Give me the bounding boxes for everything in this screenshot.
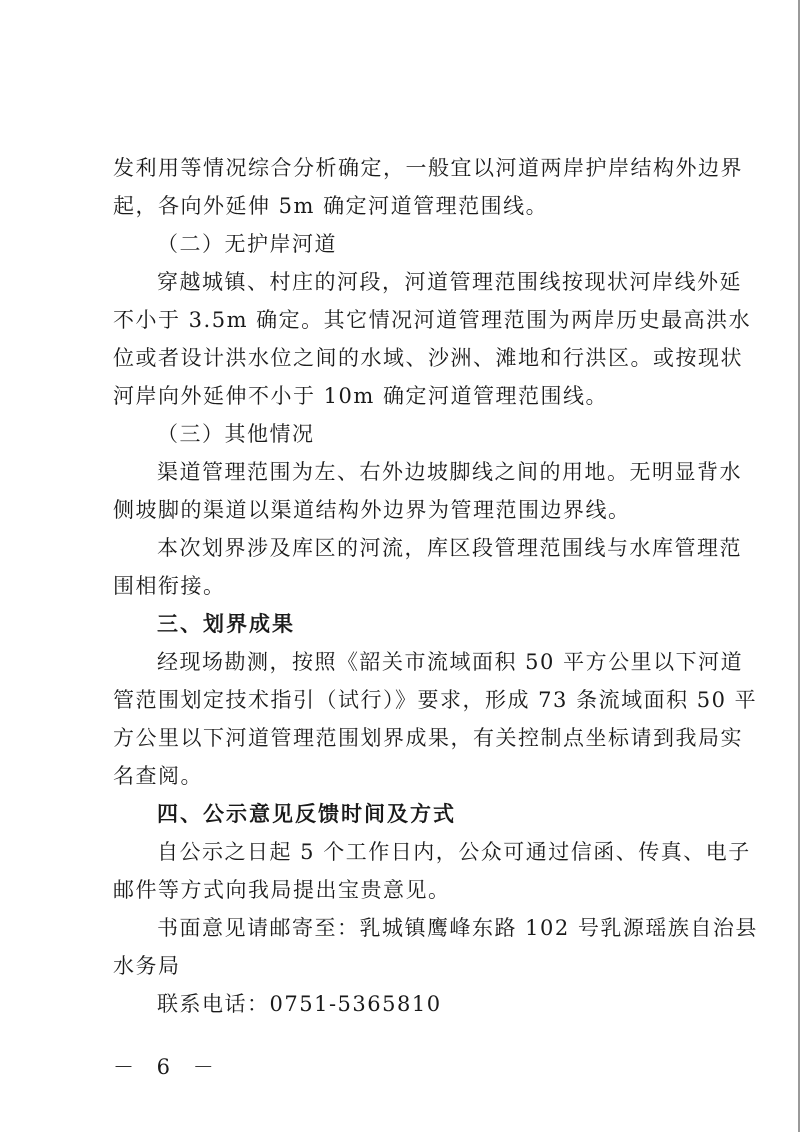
page-number: － 6 － bbox=[113, 1055, 222, 1079]
text-line: 自公示之日起 5 个工作日内，公众可通过信函、传真、电子 bbox=[157, 840, 751, 864]
text-line: 围相衔接。 bbox=[113, 574, 226, 598]
mailing-address-cont: 水务局 bbox=[113, 954, 181, 978]
section-heading-feedback: 四、公示意见反馈时间及方式 bbox=[157, 801, 456, 826]
text-line: 侧坡脚的渠道以渠道结构外边界为管理范围边界线。 bbox=[113, 498, 631, 522]
subheading-other: （三）其他情况 bbox=[157, 422, 315, 446]
text-line: 渠道管理范围为左、右外边坡脚线之间的用地。无明显背水 bbox=[157, 460, 742, 484]
text-line: 名查阅。 bbox=[113, 764, 203, 788]
text-line: 邮件等方式向我局提出宝贵意见。 bbox=[113, 878, 451, 902]
text-line: 河岸向外延伸不小于 10m 确定河道管理范围线。 bbox=[113, 384, 608, 408]
mailing-address: 书面意见请邮寄至：乳城镇鹰峰东路 102 号乳源瑶族自治县 bbox=[157, 916, 758, 940]
text-line: 管范围划定技术指引（试行）》要求，形成 73 条流域面积 50 平 bbox=[113, 688, 758, 712]
text-line: 位或者设计洪水位之间的水域、沙洲、滩地和行洪区。或按现状 bbox=[113, 346, 743, 370]
text-line: 不小于 3.5m 确定。其它情况河道管理范围为两岸历史最高洪水 bbox=[113, 308, 752, 332]
text-line: 起，各向外延伸 5m 确定河道管理范围线。 bbox=[113, 194, 549, 218]
text-line: 本次划界涉及库区的河流，库区段管理范围线与水库管理范 bbox=[157, 536, 742, 560]
text-line: 穿越城镇、村庄的河段，河道管理范围线按现状河岸线外延 bbox=[157, 270, 742, 294]
text-line: 方公里以下河道管理范围划界成果，有关控制点坐标请到我局实 bbox=[113, 726, 743, 750]
text-line: 经现场勘测，按照《韶关市流域面积 50 平方公里以下河道 bbox=[157, 650, 744, 674]
contact-phone: 联系电话：0751-5365810 bbox=[157, 992, 442, 1016]
section-heading-results: 三、划界成果 bbox=[157, 611, 295, 636]
text-line: 发利用等情况综合分析确定，一般宜以河道两岸护岸结构外边界 bbox=[113, 156, 743, 180]
subheading-no-revetment: （二）无护岸河道 bbox=[157, 232, 337, 256]
